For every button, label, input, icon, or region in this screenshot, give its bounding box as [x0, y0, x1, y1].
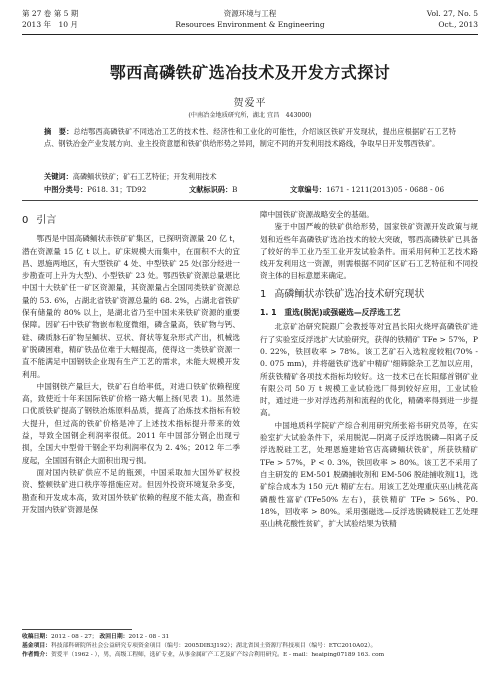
article-id: [290, 184, 444, 195]
doc-code-label: 文献标识码：: [189, 185, 233, 194]
article-title: 鄂西高磷铁矿选冶技术及开发方式探讨: [109, 63, 391, 82]
left-column: [22, 209, 240, 516]
author-bio: [22, 651, 478, 660]
abstract: [44, 126, 456, 149]
footnote-rule: [22, 629, 132, 630]
abstract-text: 总结鄂西高磷铁矿不同选冶工艺的技术性、经济性和工业化的可能性，介绍该区铁矿开发现状，提出应根据矿石工艺特点、钢铁冶金产业发展方向、业主投资意愿和铁矿供给形势之异同，制定不同的开发利用技术路线，争取早日开发鄂西铁矿。: [44, 127, 456, 148]
body-paragraph: 中国钢铁产量巨大，铁矿石自给率低，对进口铁矿依赖程度高，致使近十年来国际铁矿价格一路大幅上扬(见表 1)。虽然进口优质铁矿提高了钢铁冶炼原料品质，提高了冶炼技术指标有较大提升，但过高的铁矿价格是冲了上述技术指标提升带来的效益，导致全国钢企利润率很低。2011 年中国部分钢企出现亏损，全国大中型骨干钢企平均利润率仅为 2. 4%；2012 年二季度起，全国国有钢企大面积出现亏损。: [22, 381, 240, 465]
received-dates: [22, 633, 478, 642]
issue-date: 2013 年 10 月: [22, 20, 78, 29]
clc-code: [44, 184, 146, 195]
author-bio-text: 贺爱平（1962 - ），男，高级工程师，选矿专业，从事金属矿产工艺及矿产综合利用研究。E - mail：heaiping07189 163. com: [51, 652, 385, 658]
received-value: 2012 - 08 - 27；: [51, 634, 98, 640]
section-heading-introduction: [22, 215, 240, 227]
body-paragraph: 鉴于中国严峻的铁矿供给形势，国家铁矿资源开发政策与规划和近些年高磷铁矿选冶技术的较大突破，鄂西高磷铁矿已具备了较好的半工业乃至工业开发试验条件。而采用何种工艺技术路线开发利用这一资源，则需根据不同矿区矿石工艺特征和不同投资主体的目标意愿来确定。: [260, 222, 478, 281]
article-id-label: 文章编号：: [290, 185, 326, 194]
fund-text: 科技部科研院所社会公益研究专项资金项目（编号：2005DIB3J192）；湖北省国土资源厅科技项目（编号：ETC2010A02）。: [51, 643, 377, 649]
section-title: 高磷鲕状赤铁矿选冶技术研究现状: [274, 288, 425, 300]
keywords-label: 关键词：: [44, 172, 73, 181]
revised-label: 改回日期：: [99, 634, 129, 640]
received-label: 收稿日期：: [22, 634, 51, 640]
abstract-label: 摘 要：: [44, 127, 74, 136]
doc-code-value: B: [232, 185, 238, 194]
body-paragraph: 障中国铁矿资源战略安全的基础。: [260, 210, 374, 219]
abstract-rule: [22, 200, 478, 201]
body-paragraph: 鄂西是中国高磷鲕状赤铁矿矿集区，已探明资源量 20 亿 t，潜在资源量 15 亿 t 以上。矿床规模大而集中，在面积不大的宜昌、恩施两地区，有大型铁矿 4 处、中型铁矿 25 处(部分经进一步勘查可上升为大型)、小型铁矿 23 处。鄂西铁矿资源总量堪比中国十大铁矿任一矿区资源量，其资源量占全国同类铁矿资源总量的 53. 6%，占湖北省铁矿资源总量的 68. 2%，占湖北省铁矿保有储量的 80% 以上，是湖北省乃至中国未来铁矿资源的重要保障。因矿石中铁矿物嵌布粒度微细，磷含量高，铁矿物与钙、硅、磷质脉石矿物呈鲕状、豆状、肾状等复杂形式产出，机械选矿脱磷困难，精矿铁品位难于大幅提高，使得这一类铁矿资源一直不能满足中国钢铁企业现有生产工艺的需求，未能大规模开发利用。: [22, 234, 240, 379]
section-heading-status: [260, 289, 478, 301]
section-number: 0: [22, 215, 29, 226]
article-id-value: 1671 - 1211(2013)05 - 0688 - 06: [325, 185, 445, 194]
journal-name: [22, 8, 478, 30]
section-number: 1: [260, 288, 267, 300]
header-rule: [22, 34, 478, 35]
doc-code: [189, 184, 237, 195]
journal-name-cn: 资源环境与工程: [223, 9, 277, 18]
volume-issue-en: Vol. 27, No. 5: [426, 9, 478, 18]
author-name: 贺爱平: [233, 98, 267, 109]
fund-label: 基金项目：: [22, 643, 51, 649]
fund-info: [22, 642, 478, 651]
running-header: [22, 8, 478, 34]
clc-value: P618. 31；TD92: [87, 185, 147, 194]
journal-volume-en: [427, 8, 478, 30]
author-bio-label: 作者简介：: [22, 652, 51, 658]
section-title: 引言: [36, 215, 57, 226]
footnotes: [22, 633, 478, 660]
body-paragraph: 中国地质科学院矿产综合利用研究所张裕书研究员等，在实验室扩大试验条件下，采用脱泥—阴离子反浮选脱磷—阳离子反浮选脱硅工艺，处理恩施建始官店高磷鲕状铁矿，所获铁精矿 TFe > 57%，P < 0. 3%，铁回收率 > 80%。该工艺不采用了自主研发的 EM-501 脱磷捕收剂和 EM-506 脱硅捕收剂[1]，选矿综合成本为 150 元/t 精矿左右。用该工艺处理重庆巫山桃花高磷酸性富矿(TFe50% 左右)，获铁精矿 TFe > 56%、P0. 18%，回收率 > 80%。采用强磁选—反浮选脱磷脱硅工艺处理巫山桃花酸性贫矿，扩大试验结果为铁精: [260, 420, 478, 529]
revised-value: 2012 - 08 - 31: [128, 634, 170, 640]
author-affiliation: (中南冶金地质研究所，湖北 宜昌 443000): [188, 112, 312, 119]
right-column: [260, 209, 478, 530]
journal-name-en: Resources Environment & Engineering: [175, 20, 325, 29]
subsection-heading: 1. 1 重选(脱泥)或强磁选—反浮选工艺: [260, 308, 401, 318]
keywords: [44, 171, 456, 182]
volume-issue: 第 27 卷 第 5 期: [22, 9, 79, 18]
issue-date-en: Oct., 2013: [438, 20, 478, 29]
body-paragraph: 面对国内铁矿供应不足的瓶颈，中国采取加大国外矿权投资、整顿铁矿进口秩序等措施应对。但因外投资环境复杂多变，勘查和开发成本高，致对国外铁矿依赖的程度不能太高，勘查和开发国内铁矿资源是保: [22, 467, 240, 514]
clc-label: 中图分类号：: [44, 185, 88, 194]
body-paragraph: 北京矿冶研究院跟广会教授等对宜昌长阳火烧坪高磷铁矿进行了实验室反浮选扩大试验研究，获得的铁精矿 TFe > 57%，P 0. 22%，铁回收率 > 78%。该工艺矿石入选粒度较粗(70% - 0. 075 mm)，并将磁铁矿选矿中精矿'细筛除杂工艺加以应用，所获铁精矿各项技术指标均较好。这一技术已在长阳鄢首钢矿业有限公司 50 万 t 规模工业试验选厂得到较好应用，工业试验时，通过进一步对浮选药剂和流程的优化，精磷率得到进一步提高。: [260, 322, 478, 418]
keywords-text: 高磷鲕状铁矿；矿石工艺特征；开发利用技术: [72, 172, 217, 181]
